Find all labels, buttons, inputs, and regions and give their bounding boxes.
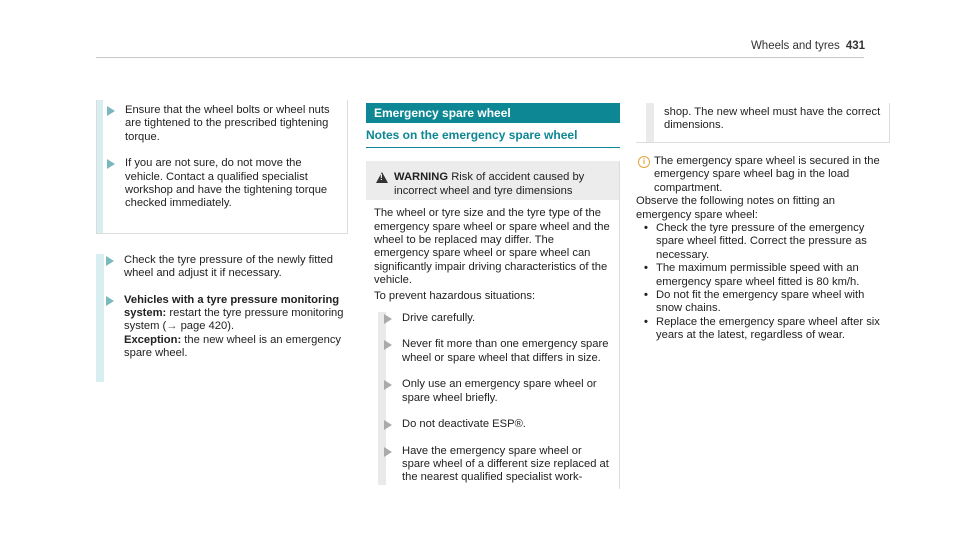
list-item-text: Do not fit the emergency spare wheel with snow chains. — [656, 289, 865, 315]
step-text: Only use an emergency spare wheel or spare wheel briefly. — [402, 378, 597, 404]
list-item-text: Check the tyre pressure of the emergency spare wheel fitted. Correct the pressure as necessary. — [656, 222, 867, 261]
step-marker-bar — [646, 103, 654, 142]
step-text: restart the tyre pressure monitoring system ( — [124, 307, 344, 333]
step-item — [105, 104, 339, 144]
warning-steps — [374, 312, 611, 485]
step-item — [382, 338, 611, 365]
list-item — [636, 222, 890, 262]
warning-header — [366, 161, 619, 200]
bullet-icon: • — [644, 262, 648, 275]
step-item — [104, 294, 348, 361]
step-text: Check the tyre pressure of the newly fitted wheel and adjust it if necessary. — [124, 253, 333, 280]
step-text: Never fit more than one emergency spare wheel or spare wheel that differs in size. — [402, 338, 609, 364]
step-arrow-icon — [384, 447, 392, 457]
warning-body-wrap — [366, 200, 619, 485]
step-arrow-icon — [384, 340, 392, 350]
step-text: Ensure that the wheel bolts or wheel nuts are tightened to the prescribed tightening torque. — [125, 104, 330, 143]
exception-text: the new wheel is an emergency spare wheel. — [124, 333, 342, 360]
step-text: Drive carefully. — [402, 312, 476, 325]
warning-triangle-icon — [376, 172, 388, 183]
subsection-rule — [366, 147, 620, 148]
step-item — [382, 312, 611, 325]
subsection-title: Notes on the emergency spare wheel — [366, 128, 578, 142]
list-item-text: The maximum permissible speed with an emergency spare wheel fitted is 80 km/h. — [656, 262, 860, 288]
info-note — [636, 155, 890, 195]
warning-body: The wheel or tyre size and the tyre type of the emergency spare wheel or spare wheel and the wheel to be replaced may differ. The emergency spare wheel or spare wheel can significantly impair driving characteristics of the vehicle. — [374, 207, 610, 287]
list-item-text: Replace the emergency spare wheel after six years at the latest, regardless of wear. — [656, 315, 880, 342]
column-3 — [636, 103, 890, 343]
page-number: 431 — [845, 40, 865, 52]
continuation-text: shop. The new wheel must have the correct dimensions. — [664, 106, 881, 132]
bullet-icon: • — [644, 222, 648, 235]
warning-title: Risk of accident caused by incorrect wheel and tyre dimensions — [394, 171, 585, 197]
step-item — [382, 418, 611, 431]
list-item — [636, 262, 890, 289]
warning-box — [366, 161, 620, 488]
step-text: Have the emergency spare wheel or spare wheel of a different size replaced at the nearest qualified specialist work- — [402, 444, 609, 484]
step-item — [104, 254, 348, 281]
step-text: Do not deactivate ESP®. — [402, 418, 526, 431]
column-2 — [366, 103, 620, 489]
notes-list — [636, 222, 890, 343]
bullet-icon: • — [644, 289, 648, 302]
step-text-end: ). — [227, 320, 235, 333]
info-text: The emergency spare wheel is secured in the emergency spare wheel bag in the load compartment. — [654, 155, 880, 194]
steps-after-box — [96, 254, 348, 361]
step-item — [105, 157, 339, 211]
step-item — [382, 445, 611, 485]
step-condition: Vehicles with a tyre pressure monitoring system: — [124, 293, 340, 320]
header-title: Wheels and tyres — [750, 40, 840, 52]
header-divider — [96, 57, 864, 58]
step-marker-bar — [96, 254, 104, 382]
step-arrow-icon — [384, 314, 392, 324]
step-arrow-icon — [107, 106, 115, 116]
step-arrow-icon — [384, 420, 392, 430]
list-item — [636, 289, 890, 316]
step-arrow-icon — [106, 296, 114, 306]
warning-prevent: To prevent hazardous situations: — [374, 289, 536, 302]
step-arrow-icon — [107, 159, 115, 169]
column-1 — [96, 100, 348, 361]
exception-label: Exception: — [124, 333, 182, 346]
continuation-box — [636, 103, 890, 143]
bullet-icon: • — [644, 315, 648, 328]
step-marker-bar — [97, 100, 103, 233]
warning-label: WARNING — [394, 171, 449, 184]
observe-text: Observe the following notes on fitting an emergency spare wheel: — [636, 195, 836, 221]
running-header — [751, 40, 865, 53]
step-text: If you are not sure, do not move the vehicle. Contact a qualified specialist workshop and have the tightening torque checked immediately. — [125, 157, 328, 210]
list-item — [636, 316, 890, 343]
section-title: Emergency spare wheel — [366, 103, 620, 123]
page-reference-link[interactable]: page 420 — [180, 320, 228, 333]
step-arrow-icon — [384, 380, 392, 390]
step-item — [382, 378, 611, 405]
info-icon: i — [638, 156, 650, 168]
page-reference-arrow-icon: → — [166, 320, 181, 333]
step-arrow-icon — [106, 256, 114, 266]
tightening-box — [96, 100, 348, 234]
